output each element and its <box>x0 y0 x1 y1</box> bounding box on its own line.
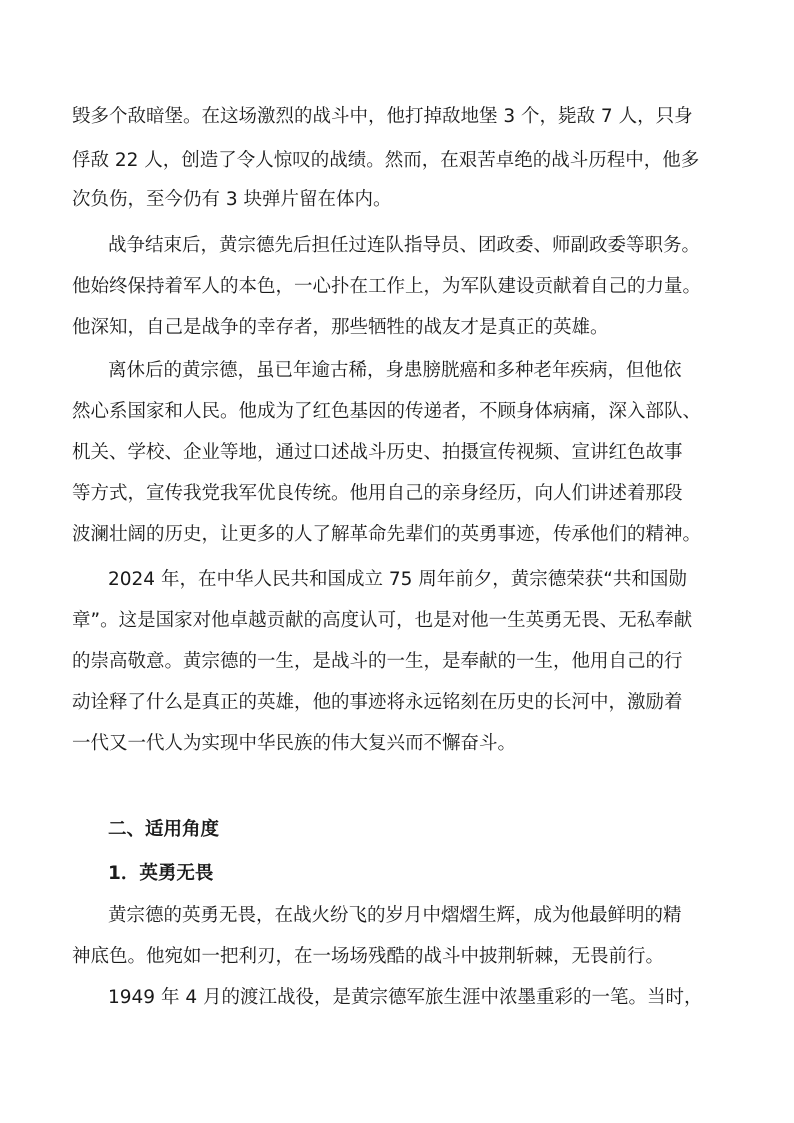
subsection-heading: 1．英勇无畏 <box>108 863 214 884</box>
body-text-line: 黄宗德的英勇无畏，在战火纷飞的岁月中熠熠生辉，成为他最鲜明的精 <box>108 905 682 926</box>
body-text-line: 的崇高敬意。黄宗德的一生，是战斗的一生，是奉献的一生，他用自己的行 <box>72 651 683 672</box>
body-text-line: 等方式，宣传我党我军优良传统。他用自己的亲身经历，向人们讲述着那段 <box>72 483 683 504</box>
body-text-line: 2024 年，在中华人民共和国成立 75 周年前夕，黄宗德荣获“共和国勋 <box>108 569 687 590</box>
body-text-line: 毁多个敌暗堡。在这场激烈的战斗中，他打掉敌地堡 3 个，毙敌 7 人，只身 <box>72 106 693 127</box>
body-text-line: 俘敌 22 人，创造了令人惊叹的战绩。然而，在艰苦卓绝的战斗历程中，他多 <box>72 150 700 171</box>
body-text-line: 1949 年 4 月的渡江战役，是黄宗德军旅生涯中浓墨重彩的一笔。当时， <box>108 987 703 1008</box>
body-text-line: 战争结束后，黄宗德先后担任过连队指导员、团政委、师副政委等职务。 <box>108 235 701 256</box>
body-text-line: 神底色。他宛如一把利刃，在一场场残酷的战斗中披荆斩棘，无畏前行。 <box>72 946 665 967</box>
body-text-line: 次负伤，至今仍有 3 块弹片留在体内。 <box>72 189 392 210</box>
body-text-line: 一代又一代人为实现中华民族的伟大复兴而不懈奋斗。 <box>72 733 517 754</box>
body-text-line: 然心系国家和人民。他成为了红色基因的传递者，不顾身体病痛，深入部队、 <box>72 401 702 422</box>
body-text-line: 离休后的黄宗德，虽已年逾古稀，身患膀胱癌和多种老年疾病，但他依 <box>108 360 682 381</box>
section-heading: 二、适用角度 <box>108 819 220 840</box>
body-text-line: 章”。这是国家对他卓越贡献的高度认可，也是对他一生英勇无畏、无私奉献 <box>72 610 693 631</box>
body-text-line: 他始终保持着军人的本色，一心扑在工作上，为军队建设贡献着自己的力量。 <box>72 276 702 297</box>
body-text-line: 波澜壮阔的历史，让更多的人了解革命先辈们的英勇事迹，传承他们的精神。 <box>72 524 702 545</box>
body-text-line: 他深知，自己是战争的幸存者，那些牺牲的战友才是真正的英雄。 <box>72 317 609 338</box>
body-text-line: 机关、学校、企业等地，通过口述战斗历史、拍摄宣传视频、宣讲红色故事 <box>72 442 683 463</box>
body-text-line: 动诠释了什么是真正的英雄，他的事迹将永远铭刻在历史的长河中，激励着 <box>72 692 683 713</box>
